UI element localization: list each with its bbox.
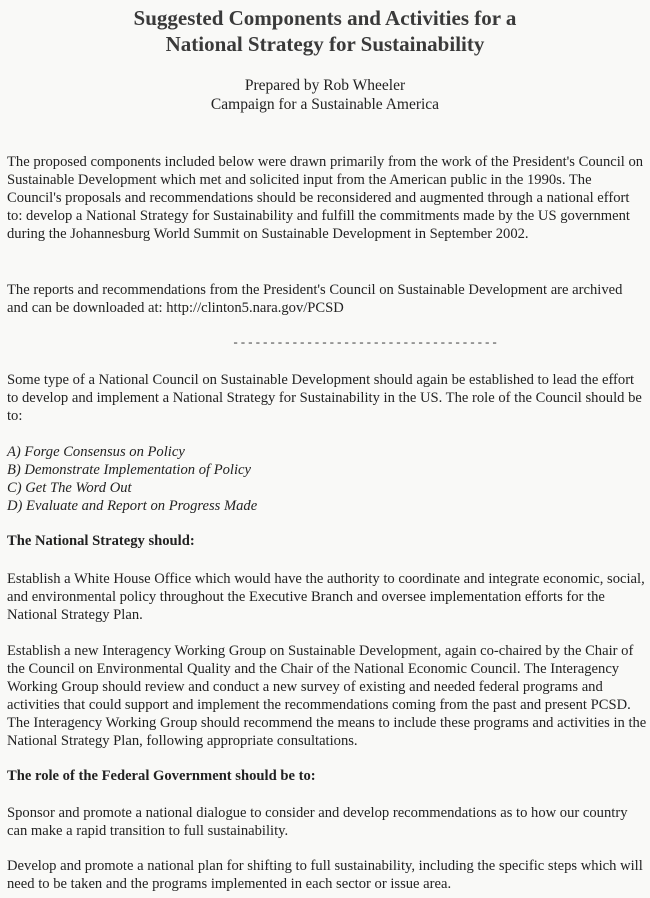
document-title-line-2: National Strategy for Sustainability — [165, 32, 485, 56]
organization-name: Campaign for a Sustainable America — [210, 96, 440, 113]
council-role-item: D) Evaluate and Report on Progress Made — [7, 498, 258, 514]
council-role-item: C) Get The Word Out — [7, 480, 132, 496]
intro-paragraph: The proposed components included below were drawn primarily from the work of the President's Council on Sustainable Development which met and solicited input from the American public in the 1990s. The Council's proposals and recommendations should be reconsidered and augmented through a national effort to: develop a National Strategy for Sustainability and fulfill the commitments made by the US government during the Johannesburg World Summit on Sustainable Development in September 2002. — [7, 154, 644, 242]
prepared-by: Prepared by Rob Wheeler — [244, 77, 406, 94]
interagency-group-paragraph: Establish a new Interagency Working Group on Sustainable Development, again co-chaired by the Chair of the Council on Environmental Quality and the Chair of the National Economic Council. The Interagency Working Group should review and conduct a new survey of existing and needed federal programs and activities that could support and implement the recommendations coming from the past and present PCSD. The Interagency Working Group should recommend the means to include these programs and activities in the National Strategy Plan, following appropriate consultations. — [7, 643, 647, 749]
council-role-item: A) Forge Consensus on Policy — [7, 444, 185, 460]
council-paragraph: Some type of a National Council on Sustainable Development should again be established to lead the effort to develop and implement a National Strategy for Sustainability in the US. The role of the Council should be to: — [7, 372, 642, 424]
national-plan-paragraph: Develop and promote a national plan for shifting to full sustainability, including the specific steps which will need to be taken and the programs implemented in each sector or issue area. — [7, 858, 643, 892]
national-strategy-heading: The National Strategy should: — [7, 533, 195, 549]
federal-government-heading: The role of the Federal Government should be to: — [7, 768, 316, 784]
section-separator: ------------------------------------ — [232, 336, 499, 350]
reports-paragraph: The reports and recommendations from the President's Council on Sustainable Development are archived and can be downloaded at: http://clinton5.nara.gov/PCSD — [7, 282, 623, 316]
white-house-office-paragraph: Establish a White House Office which would have the authority to coordinate and integrate economic, social, and environmental policy throughout the Executive Branch and oversee implementation efforts for the National Strategy Plan. — [7, 571, 645, 623]
national-dialogue-paragraph: Sponsor and promote a national dialogue to consider and develop recommendations as to how our country can make a rapid transition to full sustainability. — [7, 805, 628, 839]
council-role-item: B) Demonstrate Implementation of Policy — [7, 462, 251, 478]
document-title-line-1: Suggested Components and Activities for a — [133, 6, 517, 30]
